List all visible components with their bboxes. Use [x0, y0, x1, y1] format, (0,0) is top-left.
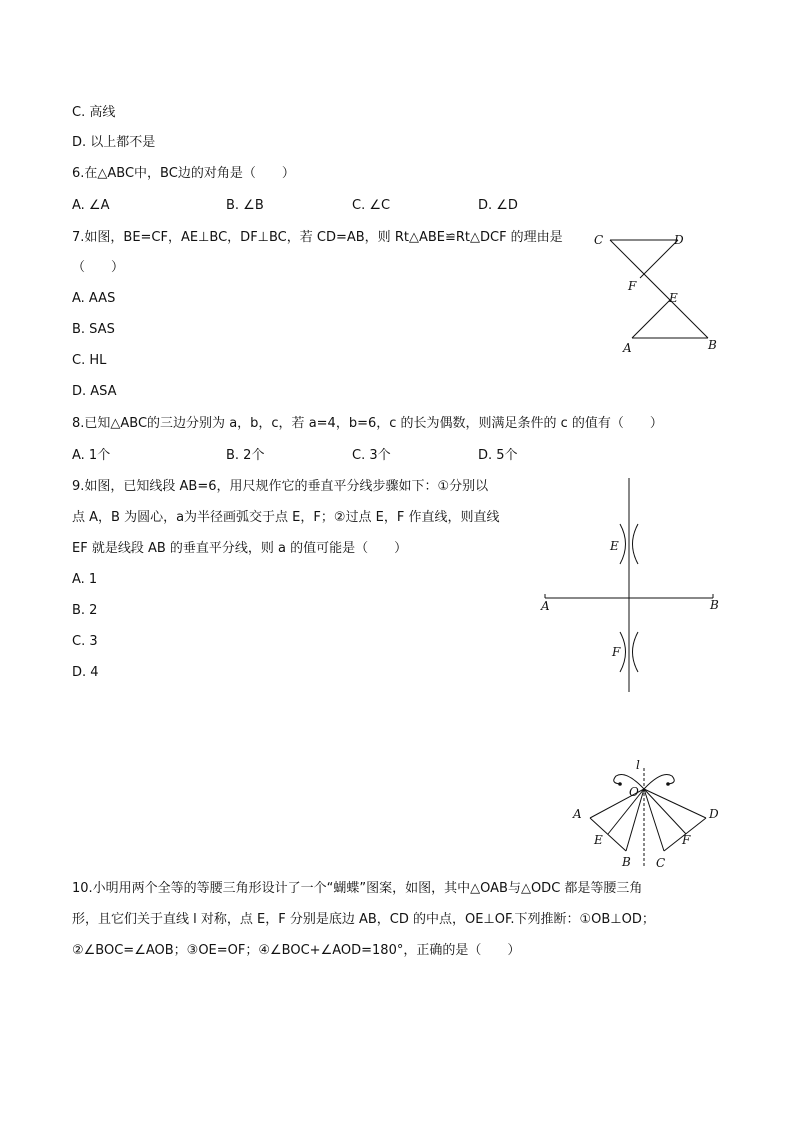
q9-figure [536, 476, 726, 698]
q9-option-a: A. 1 [72, 572, 98, 587]
q9-arc-e-left [620, 524, 626, 564]
q7-label-c: C [594, 233, 604, 247]
q8-option-b: B. 2个 [226, 448, 265, 463]
q10-stem-line1: 10.小明用两个全等的等腰三角形设计了一个“蝴蝶”图案，如图，其中△OAB与△ODC 都是等腰三角 [72, 881, 643, 896]
q10-segment-of [644, 789, 686, 834]
q7-label-b: B [708, 338, 717, 352]
q6-stem: 6.在△ABC中，BC边的对角是（ ） [72, 166, 295, 181]
q9-option-c: C. 3 [72, 634, 98, 649]
q10-stem-line2: 形，且它们关于直线 l 对称，点 E，F 分别是底边 AB，CD 的中点，OE⊥OF.下列推断：①OB⊥OD； [72, 912, 655, 927]
q5-option-d: D. 以上都不是 [72, 135, 156, 150]
q9-arc-f-left [620, 632, 626, 672]
q7-option-a: A. AAS [72, 291, 116, 306]
q7-option-c: C. HL [72, 353, 107, 368]
q7-segment-df [640, 240, 678, 278]
q6-option-a: A. ∠A [72, 198, 110, 213]
q10-label-f: F [682, 833, 691, 847]
q10-antenna-dot-left [618, 782, 622, 786]
q9-arc-f-right [633, 632, 639, 672]
q10-label-a: A [573, 807, 582, 821]
q9-stem-line2: 点 A，B 为圆心，a为半径画弧交于点 E，F；②过点 E，F 作直线，则直线 [72, 510, 500, 525]
q10-label-l: l [636, 758, 640, 772]
q7-option-d: D. ASA [72, 384, 117, 399]
q10-label-d: D [709, 807, 719, 821]
q6-option-b: B. ∠B [226, 198, 264, 213]
q5-option-c: C. 高线 [72, 105, 116, 120]
q10-label-e: E [594, 833, 603, 847]
q10-segment-od [644, 789, 706, 818]
q9-label-b: B [710, 598, 719, 612]
q10-label-b: B [622, 855, 631, 869]
q7-label-a: A [623, 341, 632, 355]
q10-figure [566, 756, 726, 874]
q7-option-b: B. SAS [72, 322, 115, 337]
q10-antenna-right [644, 775, 674, 789]
q9-option-b: B. 2 [72, 603, 98, 618]
q7-segment-ae [632, 300, 670, 338]
q8-option-c: C. 3个 [352, 448, 391, 463]
q6-option-c: C. ∠C [352, 198, 391, 213]
q7-label-d: D [674, 233, 684, 247]
q10-segment-oc [644, 789, 664, 851]
q10-antenna-dot-right [666, 782, 670, 786]
q7-stem-line1: 7.如图，BE=CF，AE⊥BC，DF⊥BC，若 CD=AB，则 Rt△ABE≌Rt△DCF 的理由是 [72, 230, 563, 245]
q9-label-f: F [612, 645, 621, 659]
q9-arc-e-right [633, 524, 639, 564]
q9-option-d: D. 4 [72, 665, 99, 680]
q7-segment-cb [610, 240, 708, 338]
q9-stem-line1: 9.如图，已知线段 AB=6，用尺规作它的垂直平分线步骤如下：①分别以 [72, 479, 489, 494]
q10-label-o: O [629, 785, 639, 799]
q7-label-f: F [628, 279, 637, 293]
q7-figure [590, 228, 725, 358]
q8-option-a: A. 1个 [72, 448, 111, 463]
q9-label-a: A [541, 599, 550, 613]
q10-stem-line3: ②∠BOC=∠AOB；③OE=OF；④∠BOC+∠AOD=180°，正确的是（ ） [72, 943, 521, 958]
q8-stem: 8.已知△ABC的三边分别为 a，b，c，若 a=4，b=6，c 的长为偶数，则满足条件的 c 的值有（ ） [72, 416, 663, 431]
q6-option-d: D. ∠D [478, 198, 518, 213]
q10-label-c: C [656, 856, 666, 870]
q9-label-e: E [610, 539, 619, 553]
q9-stem-line3: EF 就是线段 AB 的垂直平分线，则 a 的值可能是（ ） [72, 541, 408, 556]
q8-option-d: D. 5个 [478, 448, 518, 463]
q7-label-e: E [669, 291, 678, 305]
q7-stem-line2: （ ） [72, 260, 125, 275]
